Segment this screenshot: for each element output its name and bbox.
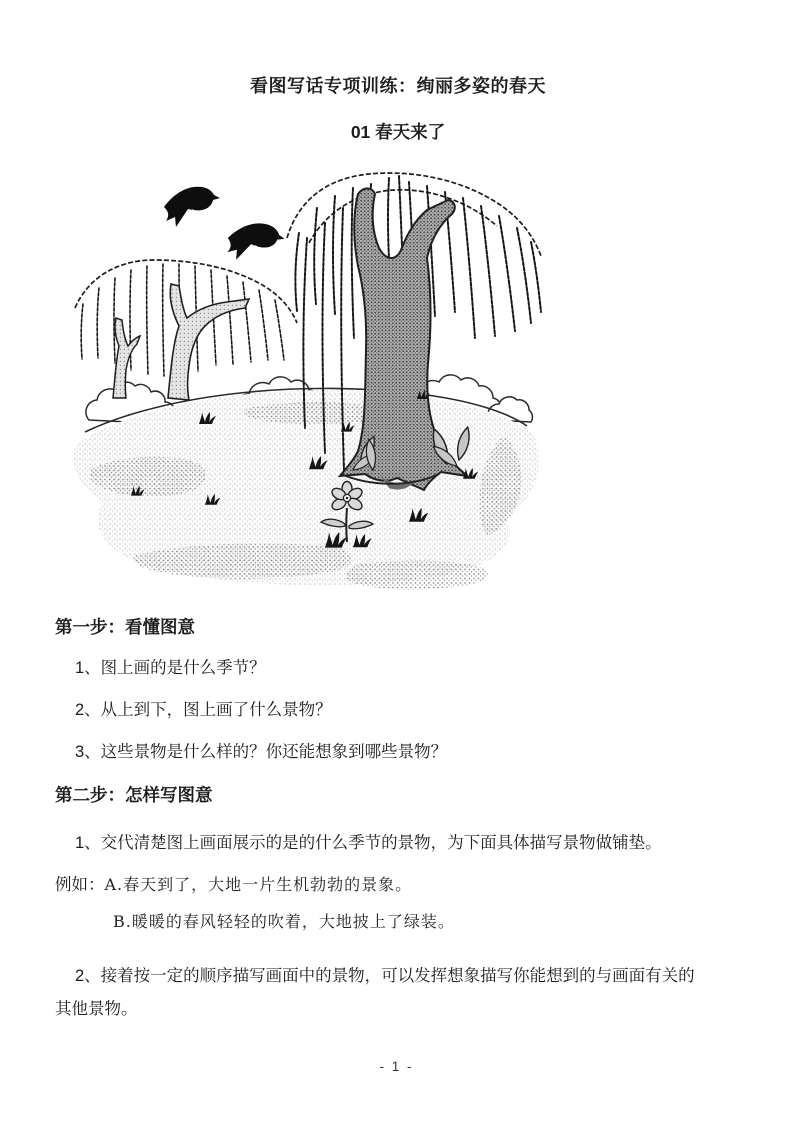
lesson-subtitle: 01 春天来了 bbox=[350, 122, 446, 142]
step1-question-2: 2、从上到下，图上画了什么景物？ bbox=[75, 701, 332, 719]
meadow bbox=[73, 388, 539, 589]
spring-scene-illustration bbox=[59, 168, 547, 596]
example-label: 例如： bbox=[55, 876, 105, 894]
page-title: 看图写话专项训练：绚丽多姿的春天 bbox=[250, 76, 546, 96]
example-b-line bbox=[113, 910, 741, 934]
step1-question-3: 3、这些景物是什么样的？你还能想象到哪些景物？ bbox=[75, 743, 448, 761]
swallow-icon bbox=[224, 218, 286, 267]
example-b-label: B. bbox=[113, 912, 132, 931]
example-b-text: 暖暖的春风轻轻的吹着，大地披上了绿装。 bbox=[131, 912, 455, 931]
page-number: - 1 - bbox=[379, 1059, 414, 1074]
example-a-line bbox=[55, 873, 741, 897]
step1-question-1: 1、图上画的是什么季节？ bbox=[75, 659, 266, 677]
example-a-text: 春天到了，大地一片生机勃勃的景象。 bbox=[123, 875, 413, 894]
step2-heading: 第二步：怎样写图意 bbox=[55, 785, 213, 805]
swallow-icon bbox=[164, 187, 220, 227]
step1-heading: 第一步：看懂图意 bbox=[55, 617, 195, 637]
step2-point-2: 2、接着按一定的顺序描写画面中的景物，可以发挥想象描写你能想到的与画面有关的其他景物。 bbox=[55, 967, 695, 1018]
willow-trunks-small bbox=[113, 284, 249, 400]
step2-point-1: 1、交代清楚图上画面展示的是的什么季节的景物，为下面具体描写景物做铺垫。 bbox=[75, 834, 662, 852]
example-a-label: A. bbox=[104, 875, 124, 894]
